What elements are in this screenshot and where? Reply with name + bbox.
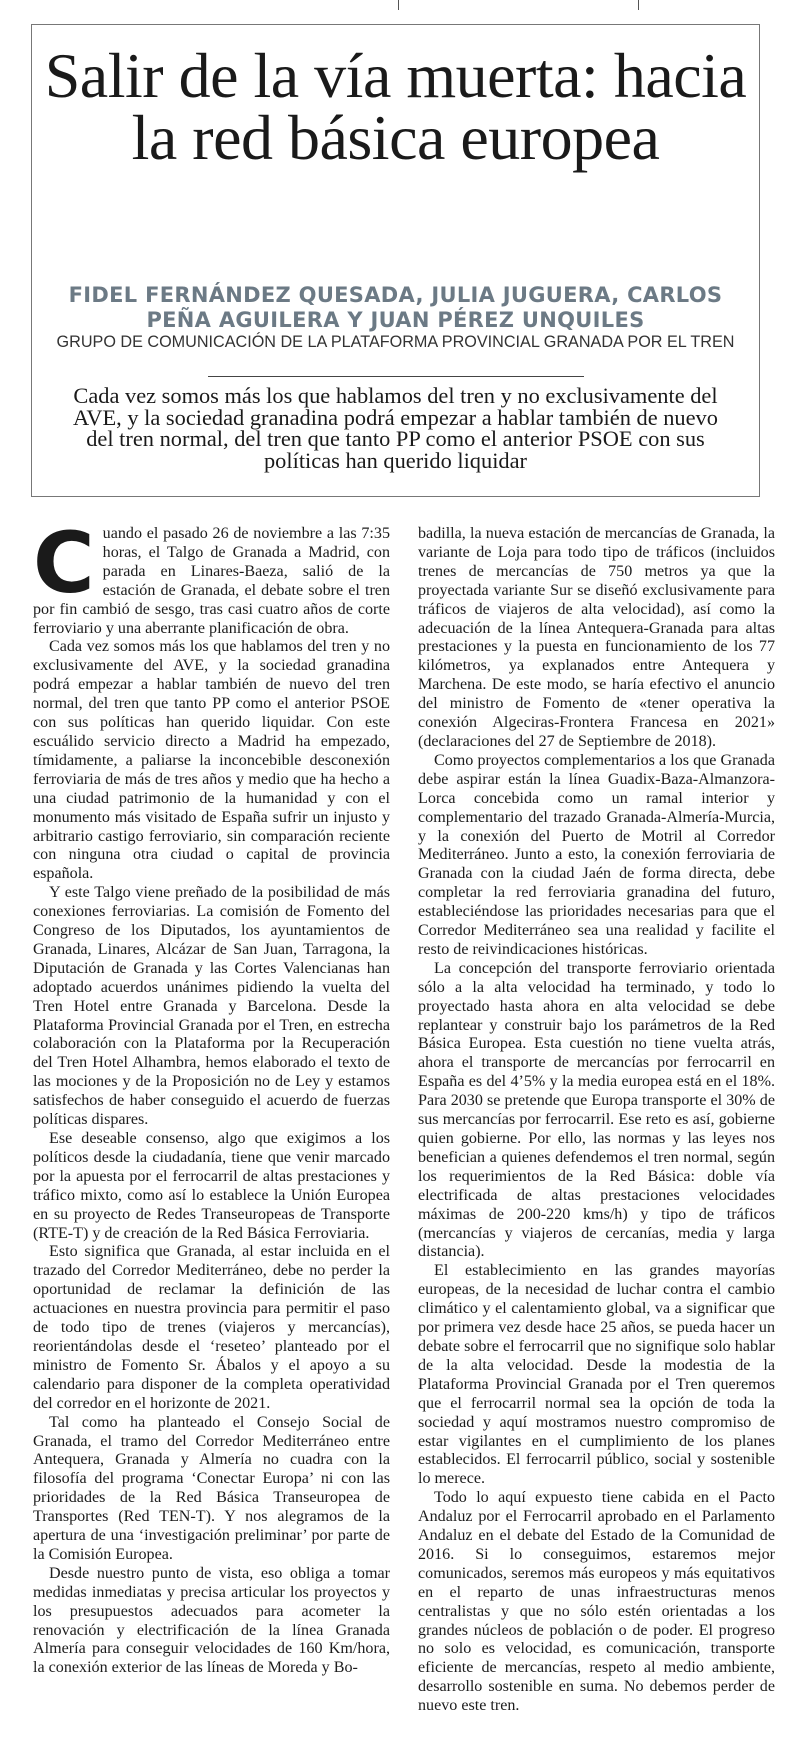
author-affiliation: GRUPO DE COMUNICACIÓN DE LA PLATAFORMA PROVINCIAL GRANADA POR EL TREN: [56, 333, 735, 351]
article-paragraph: Todo lo aquí expuesto tiene cabida en el Pacto Andaluz por el Ferrocarril aprobado en el Parlamento Andaluz en el debate del Estado de la Comunidad de 2016. Si lo conseguimos, estaremos mejor comunicados, seremos más europeos y más equitativos en el reparto de unas infraestructuras menos centralistas y que no sólo estén orientadas a los grandes núcleos de población o de poder. El progreso no solo es velocidad, es comunicación, transporte eficiente de mercancías, respeto al medio ambiente, desarrollo sostenible en suma. No debemos perder de nuevo este tren.: [418, 1489, 775, 1715]
page-top-divider-right: [638, 0, 639, 10]
article-paragraph: Cada vez somos más los que hablamos del tren y no exclusivamente del AVE, y la sociedad granadina podrá empezar a hablar también de nuevo del tren normal, del tren que tanto PP como el anterior PSOE con sus políticas han querido liquidar. Con este escuálido servicio directo a Madrid ha empezado, tímidamente, a paliarse la inconcebible desconexión ferroviaria de más de tres años y medio que ha hecho a una ciudad patrimonio de la humanidad y con el monumento más visitado de España sufrir un injusto y arbitrario castigo ferroviario, sin comparación reciente con ninguna otra ciudad o capital de provincia española.: [33, 638, 390, 883]
article-paragraph-intro: [33, 514, 390, 638]
article-paragraph-continued: badilla, la nueva estación de mercancías de Granada, la variante de Loja para todo tipo de tráficos (incluidos trenes de mercancías de 750 metros ya que la proyectada variante Sur se diseñó exclusivamente para tráficos de viajeros de alta velocidad), así como la adecuación de la línea Antequera-Granada para altas prestaciones y la puesta en funcionamiento de los 77 kilómetros, ya explanados entre Antequera y Marchena. De este modo, se haría efectivo el anuncio del ministro de Fomento de «tener operativa la conexión Algeciras-Frontera Francesa en 2021» (declaraciones del 27 de Septiembre de 2018).: [418, 525, 775, 750]
article-paragraph: Como proyectos complementarios a los que Granada debe aspirar están la línea Guadix-Baza-Almanzora-Lorca concebida como un ramal interior y complementario del trazado Granada-Almería-Murcia, y la conexión del Puerto de Motril al Corredor Mediterráneo. Junto a esto, la conexión ferroviaria de Granada con la ciudad Jaén de forma directa, debe completar la red ferroviaria granadina del futuro, estableciéndose las prioridades necesarias para que el Corredor Mediterráneo sea una realidad y facilite el resto de reivindicaciones históricas.: [418, 751, 775, 958]
page-top-divider-left: [398, 0, 399, 10]
article-paragraph: Ese deseable consenso, algo que exigimos a los políticos desde la ciudadanía, tiene que venir marcado por la apuesta por el ferrocarril de altas prestaciones y tráfico mixto, como así lo establece la Unión Europea en su proyecto de Redes Transeuropeas de Transporte (RTE-T) y de creación de la Red Básica Ferroviaria.: [33, 1130, 390, 1242]
article-lede: Cada vez somos más los que hablamos del tren y no exclusivamente del AVE, y la sociedad granadina podrá empezar a hablar también de nuevo del tren normal, del tren que tanto PP como el anterior PSOE con sus políticas han querido liquidar: [73, 383, 718, 473]
headline-box: [31, 24, 760, 497]
article-paragraph: Esto significa que Granada, al estar incluida en el trazado del Corredor Mediterráneo, debe no perder la oportunidad de reclamar la definición de las actuaciones en nuestra provincia para permitir el paso de todo tipo de trenes (viajeros y mercancías), reorientándolas desde el ‘reseteo’ planteado por el ministro de Fomento Sr. Ábalos y el apoyo a su calendario para disponer de la completa operatividad del corredor en el horizonte de 2021.: [33, 1243, 390, 1412]
article-paragraph: Y este Talgo viene preñado de la posibilidad de más conexiones ferroviarias. La comisión de Fomento del Congreso de los Diputados, los ayuntamientos de Granada, Linares, Alcázar de San Juan, Tarragona, la Diputación de Granada y las Cortes Valencianas han adoptado acuerdos unánimes pidiendo la vuelta del Tren Hotel entre Granada y Barcelona. Desde la Plataforma Provincial Granada por el Tren, en estrecha colaboración con la Plataforma por la Recuperación del Tren Hotel Alhambra, hemos elaborado el texto de las mociones y de la Proposición no de Ley y estamos satisfechos de haber conseguido el acuerdo de fuerzas políticas dispares.: [33, 884, 390, 1129]
article-paragraph: Desde nuestro punto de vista, eso obliga a tomar medidas inmediatas y precisa articular los proyectos y los presupuestos adecuados para acometer la renovación y electrificación de la línea Granada Almería para conseguir velocidades de 160 Km/hora, la conexión exterior de las líneas de Moreda y Bo-: [33, 1564, 390, 1677]
article-authors: FIDEL FERNÁNDEZ QUESADA, JULIA JUGUERA, CARLOS PEÑA AGUILERA Y JUAN PÉREZ UNQUILES: [68, 283, 723, 332]
lede-divider: [208, 376, 584, 377]
article-title: Salir de la vía muerta: hacia la red básica europea: [44, 40, 747, 173]
intro-text: uando el pasado 26 de noviembre a las 7:35 horas, el Talgo de Granada a Madrid, con parada en Linares-Baeza, salió de la estación de Granada, el debate sobre el tren por fin cambió de sesgo, tras casi cuatro años de corte ferroviario y una aberrante planificación de obra.: [33, 525, 390, 637]
article-paragraph: Tal como ha planteado el Consejo Social de Granada, el tramo del Corredor Mediterráneo entre Antequera, Granada y Almería no cuadra con la filosofía del programa ‘Conectar Europa’ ni con las prioridades de la Red Básica Transeuropea de Transportes (Red TEN-T). Y nos alegramos de la apertura de una ‘investigación preliminar’ por parte de la Comisión Europea.: [33, 1413, 390, 1563]
drop-cap: C: [33, 514, 95, 612]
article-paragraph: El establecimiento en las grandes mayorías europeas, de la necesidad de luchar contra el cambio climático y el calentamiento global, va a significar que por primera vez desde hace 25 años, se pueda hacer un debate sobre el ferrocarril que no signifique solo hablar de la alta velocidad. Desde la modestia de la Plataforma Provincial Granada por el Tren queremos que el ferrocarril normal sea la opción de toda la sociedad y aquí mostramos nuestro compromiso de estar vigilantes en el cumplimiento de los planes establecidos. El ferrocarril público, social y sostenible lo merece.: [418, 1262, 775, 1488]
article-column-2: [418, 525, 775, 1716]
article-paragraph: La concepción del transporte ferroviario orientada sólo a la alta velocidad ha terminado, y todo lo proyectado hasta ahora en alta velocidad se debe replantear y construir bajo los parámetros de la Red Básica Europea. Esta cuestión no tiene vuelta atrás, ahora el transporte de mercancías por ferrocarril en España es del 4’5% y la media europea está en el 18%. Para 2030 se pretende que Europa transporte el 30% de sus mercancías por ferrocarril. Ese reto es así, gobierne quien gobierne. Por ello, las normas y las leyes nos benefician a quienes defendemos el tren normal, según los requerimientos de la Red Básica: doble vía electrificada de altas prestaciones velocidades máximas de 200-220 kms/h) y tipo de tráficos (mercancías y viajeros de cercanías, media y larga distancia).: [418, 959, 775, 1261]
article-column-1: [33, 514, 390, 1678]
